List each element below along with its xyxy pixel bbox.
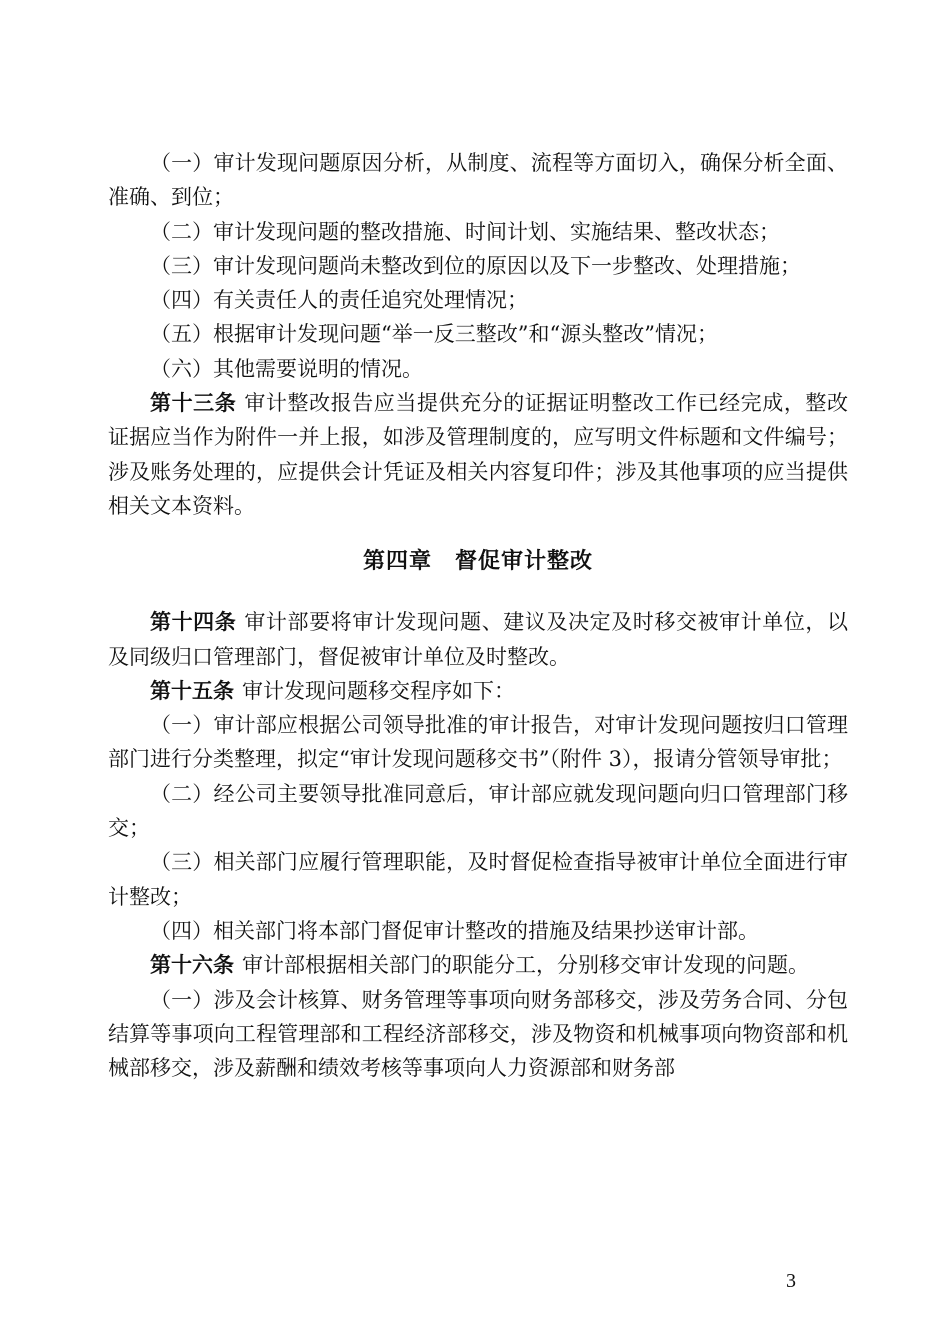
chapter-title: 第四章 督促审计整改: [362, 549, 593, 575]
article-15-item-3: （三）相关部门应履行管理职能，及时督促检查指导被审计单位全面进行审计整改；: [108, 850, 848, 909]
article-16-text: 审计部根据相关部门的职能分工，分别移交审计发现的问题。: [242, 953, 809, 978]
article-13-label: 第十三条: [150, 391, 237, 416]
article-13: [108, 386, 848, 523]
article-14-label: 第十四条: [150, 610, 237, 635]
paragraph-item-6: （六）其他需要说明的情况。: [150, 356, 423, 381]
paragraph-item-5: （五）根据审计发现问题“举一反三整改”和“源头整改”情况；: [150, 322, 718, 347]
document-body: [108, 146, 848, 1085]
article-15-item-1: （一）审计部应根据公司领导批准的审计报告，对审计发现问题按归口管理部门进行分类整理，拟定“审计发现问题移交书”（附件 3），报请分管领导审批；: [108, 713, 848, 772]
article-15-item-2: （二）经公司主要领导批准同意后，审计部应就发现问题向归口管理部门移交；: [108, 781, 848, 841]
paragraph-item-2: （二）审计发现问题的整改措施、时间计划、实施结果、整改状态；: [150, 219, 780, 244]
paragraph-item-4: （四）有关责任人的责任追究处理情况；: [150, 288, 528, 313]
paragraph-item-3: （三）审计发现问题尚未整改到位的原因以及下一步整改、处理措施；: [150, 253, 801, 278]
article-16-item-1: （一）涉及会计核算、财务管理等事项向财务部移交，涉及劳务合同、分包结算等事项向工程管理部和工程经济部移交，涉及物资和机械事项向物资部和机械部移交，涉及薪酬和绩效考核等事项向人力资源部和财务部: [108, 987, 848, 1081]
article-14: [108, 605, 848, 674]
article-15-item-4: （四）相关部门将本部门督促审计整改的措施及结果抄送审计部。: [150, 918, 759, 943]
article-15-label: 第十五条: [150, 678, 234, 703]
article-16-label: 第十六条: [150, 953, 234, 978]
page-number: 3: [786, 1270, 796, 1292]
article-13-text: 审计整改报告应当提供充分的证据证明整改工作已经完成，整改证据应当作为附件一并上报，如涉及管理制度的，应写明文件标题和文件编号；涉及账务处理的，应提供会计凭证及相关内容复印件；涉及其他事项的应当提供相关文本资料。: [108, 391, 849, 518]
article-15: [108, 674, 848, 708]
article-16: [108, 948, 848, 982]
article-15-text: 审计发现问题移交程序如下：: [242, 678, 515, 703]
article-14-text: 审计部要将审计发现问题、建议及决定及时移交被审计单位，以及同级归口管理部门，督促被审计单位及时整改。: [108, 610, 849, 669]
paragraph-item-1: （一）审计发现问题原因分析，从制度、流程等方面切入，确保分析全面、准确、到位；: [108, 151, 848, 210]
